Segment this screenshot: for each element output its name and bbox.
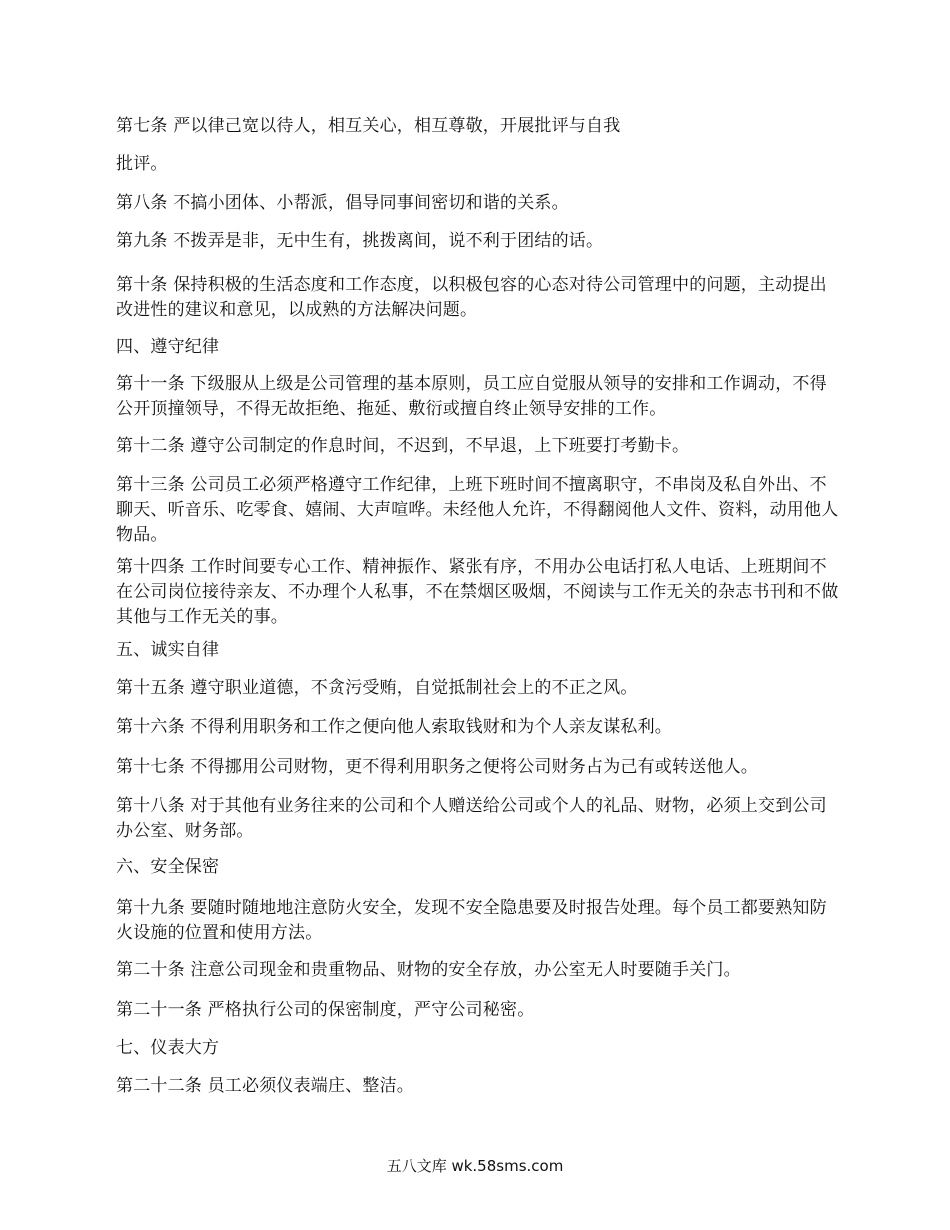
paragraph-article-19: 第十九条 要随时随地地注意防火安全，发现不安全隐患要及时报告处理。每个员工都要熟知防火设施的位置和使用方法。 <box>116 898 827 943</box>
paragraph-article-16: 第十六条 不得利用职务和工作之便向他人索取钱财和为个人亲友谋私利。 <box>116 717 673 737</box>
paragraph-article-9: 第九条 不拨弄是非，无中生有，挑拨离间，说不利于团结的话。 <box>116 231 604 251</box>
paragraph-article-11: 第十一条 下级服从上级是公司管理的基本原则，员工应自觉服从领导的安排和工作调动，不得公开顶撞领导，不得无故拒绝、拖延、敷衍或擅自终止领导安排的工作。 <box>116 374 827 419</box>
section-heading-6: 六、安全保密 <box>116 857 220 877</box>
section-heading-5: 五、诚实自律 <box>116 640 220 660</box>
section-heading-4: 四、遵守纪律 <box>116 337 220 357</box>
paragraph-article-7: 第七条 严以律己宽以待人，相互关心，相互尊敬，开展批评与自我 <box>116 116 621 136</box>
paragraph-article-12: 第十二条 遵守公司制定的作息时间，不迟到，不早退，上下班要打考勤卡。 <box>116 436 690 456</box>
paragraph-article-13: 第十三条 公司员工必须严格遵守工作纪律，上班下班时间不擅离职守，不串岗及私自外出、不聊天、听音乐、吃零食、嬉闹、大声喧哗。未经他人允许，不得翻阅他人文件、资料，动用他人物品。 <box>116 475 839 545</box>
paragraph-article-21: 第二十一条 严格执行公司的保密制度，严守公司秘密。 <box>116 1000 535 1020</box>
paragraph-article-17: 第十七条 不得挪用公司财物，更不得利用职务之便将公司财务占为己有或转送他人。 <box>116 757 759 777</box>
paragraph-article-18: 第十八条 对于其他有业务往来的公司和个人赠送给公司或个人的礼品、财物，必须上交到公司办公室、财务部。 <box>116 796 827 841</box>
paragraph-article-20: 第二十条 注意公司现金和贵重物品、财物的安全存放，办公室无人时要随手关门。 <box>116 960 741 980</box>
paragraph-article-7-cont: 批评。 <box>116 154 168 174</box>
footer-watermark: 五八文库 wk.58sms.com <box>386 1157 564 1175</box>
section-heading-7: 七、仪表大方 <box>116 1038 220 1058</box>
paragraph-article-22: 第二十二条 员工必须仪表端庄、整洁。 <box>116 1076 415 1096</box>
paragraph-article-14: 第十四条 工作时间要专心工作、精神振作、紧张有序，不用办公电话打私人电话、上班期间不在公司岗位接待亲友、不办理个人私事，不在禁烟区吸烟，不阅读与工作无关的杂志书刊和不做其他与工作无关的事。 <box>116 557 839 627</box>
paragraph-article-10: 第十条 保持积极的生活态度和工作态度，以积极包容的心态对待公司管理中的问题，主动提出改进性的建议和意见，以成熟的方法解决问题。 <box>116 275 827 320</box>
paragraph-article-8: 第八条 不搞小团体、小帮派，倡导同事间密切和谐的关系。 <box>116 193 569 213</box>
paragraph-article-15: 第十五条 遵守职业道德，不贪污受贿，自觉抵制社会上的不正之风。 <box>116 678 638 698</box>
